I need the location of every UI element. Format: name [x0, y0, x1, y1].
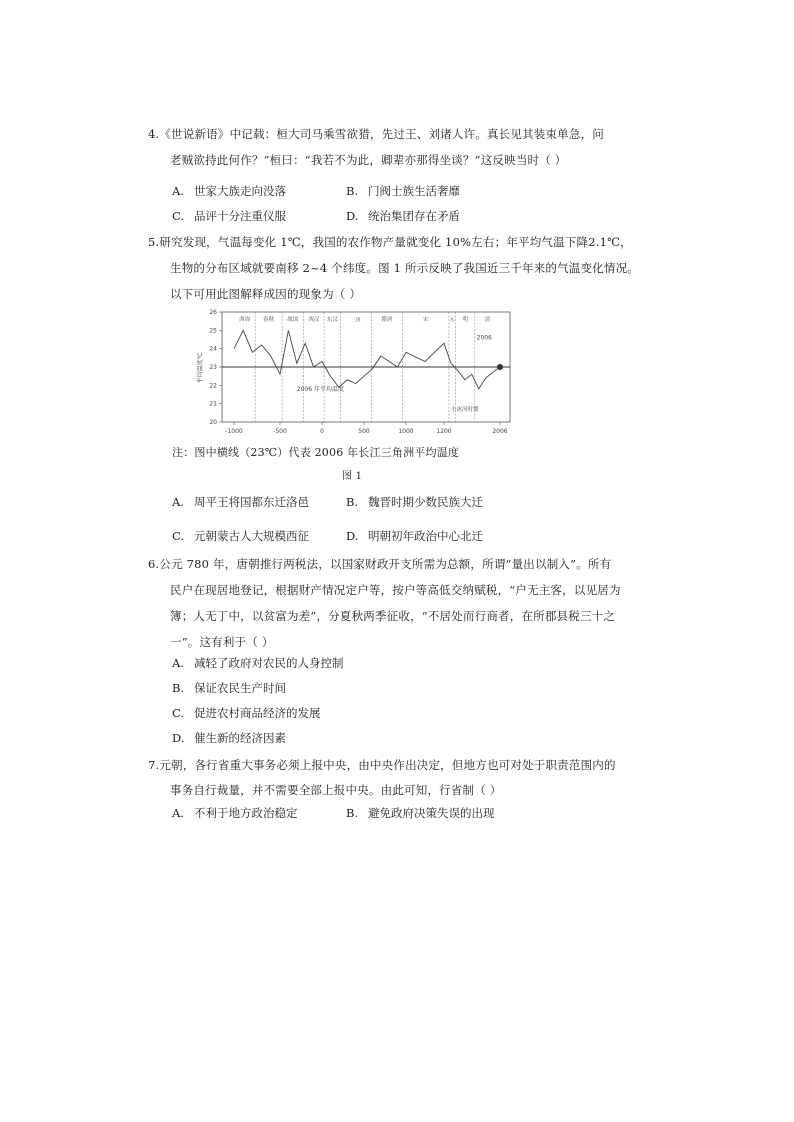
q4-stem-line2: 老贼欲持此何作？”桓曰：“我若不为此，卿辈亦那得坐谈？”这反映当时（ ）: [170, 153, 567, 167]
y-tick-label: 23: [209, 364, 217, 371]
q7-stem-line1: 7.元朝，各行省重大事务必须上报中央，由中央作出决定，但地方也可对处于职责范围内的: [148, 758, 616, 772]
option-letter: B.: [346, 184, 359, 198]
option-letter: A.: [172, 495, 184, 509]
x-tick-label: 0: [320, 428, 324, 435]
option-letter: C.: [172, 529, 185, 543]
y-tick-label: 25: [209, 327, 217, 335]
period-label: 隋唐: [381, 317, 393, 323]
option-text: 世家大族走向没落: [194, 184, 286, 198]
option-text: 品评十分注重仪服: [194, 209, 286, 223]
option-letter: A.: [172, 184, 184, 198]
option-text: 不利于地方政治稳定: [194, 806, 298, 820]
x-tick-label: 500: [358, 428, 370, 435]
q4-option-a[interactable]: [172, 184, 286, 198]
y-tick-label: 20: [209, 419, 217, 426]
option-letter: A.: [172, 656, 184, 670]
x-tick-label: 1000: [398, 428, 414, 435]
q6-option-b[interactable]: [172, 681, 286, 695]
period-label: 战国: [287, 317, 299, 323]
q6-stem-line3: 簿；人无丁中，以贫富为差”，分夏秋两季征收，“不居处而行商者，在所郡县税三十之: [170, 609, 616, 623]
period-label: 清: [484, 317, 491, 323]
period-label: 西周: [239, 317, 251, 323]
x-tick-label: -1000: [225, 428, 243, 435]
option-letter: C.: [172, 209, 185, 223]
option-text: 明朝初年政治中心北迁: [368, 529, 483, 543]
option-text: 减轻了政府对农民的人身控制: [194, 656, 344, 670]
period-label: 明: [462, 317, 469, 323]
q5-stem-line2: 生物的分布区域就要南移 2~4 个纬度。图 1 所示反映了我国近三千年来的气温变化情况。: [170, 261, 640, 275]
option-letter: B.: [346, 495, 359, 509]
annotation-little-ice-age: 小冰河时期: [450, 407, 479, 413]
x-tick-label: 2006: [492, 428, 508, 435]
q6-option-d[interactable]: [172, 731, 286, 745]
option-letter: D.: [346, 209, 359, 223]
option-letter: B.: [172, 681, 185, 695]
y-axis-label: 平均温度℃: [197, 352, 204, 384]
q4-option-c[interactable]: [172, 209, 286, 223]
q5-chart-note: 注：图中横线（23℃）代表 2006 年长江三角洲平均温度: [172, 446, 460, 459]
endpoint-2006-marker: [497, 364, 503, 370]
option-text: 元朝蒙古人大规模西征: [194, 529, 309, 543]
annotation-2006-avg: 2006 年平均温度: [296, 385, 344, 393]
option-text: 催生新的经济因素: [194, 731, 286, 745]
option-text: 避免政府决策失误的出现: [368, 806, 495, 820]
option-text: 魏晋时期少数民族大迁: [368, 495, 483, 509]
q7-stem-line2: 事务自行裁量，并不需要全部上报中央。由此可知，行省制（ ）: [170, 783, 502, 797]
temperature-chart: [196, 308, 516, 436]
x-tick-label: 1200: [436, 428, 452, 435]
q4-option-b[interactable]: [346, 184, 460, 198]
option-text: 促进农村商品经济的发展: [194, 706, 321, 720]
q5-option-d[interactable]: [346, 529, 483, 543]
q6-option-a[interactable]: [172, 656, 344, 670]
y-tick-label: 22: [209, 382, 217, 390]
option-text: 周平王将国都东迁洛邑: [194, 495, 309, 509]
option-letter: D.: [346, 529, 359, 543]
q6-option-c[interactable]: [172, 706, 321, 720]
period-label: 三国: [351, 318, 361, 323]
q7-option-a[interactable]: [172, 806, 298, 820]
period-label: 东汉: [326, 317, 338, 323]
q6-stem-line2: 民户在现居地登记，根据财产情况定户等，按户等高低交纳赋税，“户无主客，以见居为: [170, 583, 621, 597]
temperature-series-line: [234, 330, 500, 389]
option-letter: C.: [172, 706, 185, 720]
q5-stem-line1: 5.研究发现，气温每变化 1℃，我国的农作物产量就变化 10%左右；年平均气温下降2.1℃，: [148, 235, 632, 249]
option-letter: A.: [172, 806, 184, 820]
period-label: 宋: [423, 317, 429, 323]
annotation-2006: 2006: [476, 334, 492, 342]
period-label: 元: [449, 317, 456, 323]
q5-option-b[interactable]: [346, 495, 483, 509]
q5-stem-line3: 以下可用此图解释成因的现象为（ ）: [170, 287, 362, 301]
q4-option-d[interactable]: [346, 209, 460, 223]
y-tick-label: 21: [209, 400, 217, 408]
option-letter: D.: [172, 731, 185, 745]
option-text: 统治集团存在矛盾: [368, 209, 460, 223]
period-label: 春秋: [263, 317, 275, 323]
y-tick-label: 24: [209, 345, 217, 353]
q5-option-a[interactable]: [172, 495, 309, 509]
figure-caption: 图 1: [342, 471, 363, 482]
q5-option-c[interactable]: [172, 529, 309, 543]
q4-stem-line1: 4.《世说新语》中记载：桓大司马乘雪欲猎，先过王、刘诸人许。真长见其装束单急，问: [148, 127, 604, 141]
period-label: 西汉: [308, 317, 320, 323]
x-tick-label: -500: [273, 428, 287, 435]
option-text: 保证农民生产时间: [194, 681, 286, 695]
y-tick-label: 26: [209, 309, 217, 316]
q7-option-b[interactable]: [346, 806, 495, 820]
option-letter: B.: [346, 806, 359, 820]
q6-stem-line4: 一”。这有利于（ ）: [170, 635, 274, 649]
q6-stem-line1: 6.公元 780 年，唐朝推行两税法，以国家财政开支所需为总额，所谓“量出以制入”。所有: [148, 557, 612, 571]
option-text: 门阀士族生活奢靡: [368, 184, 460, 198]
